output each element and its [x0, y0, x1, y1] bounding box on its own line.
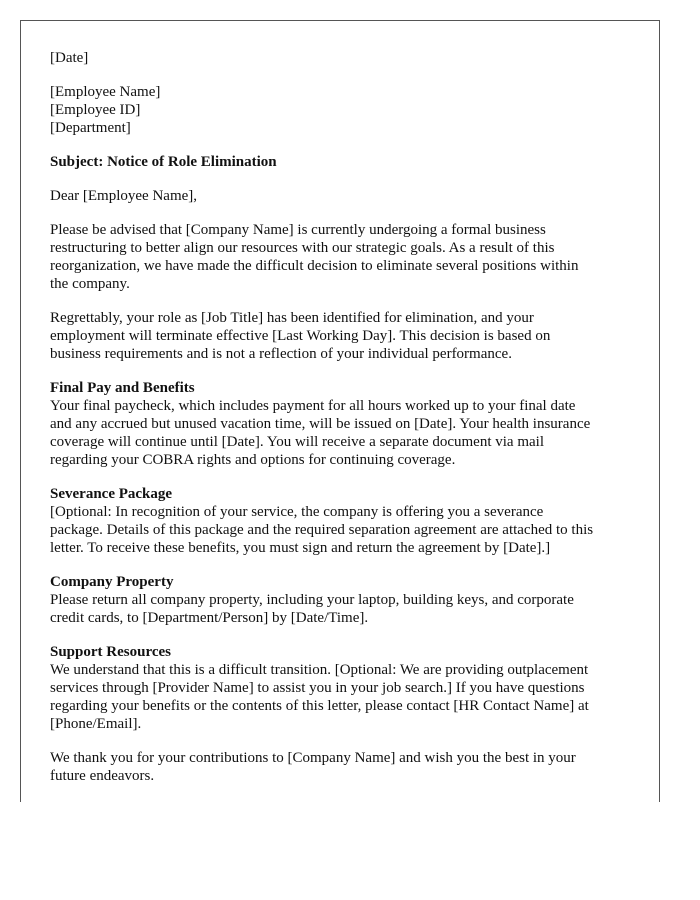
intro-paragraph — [50, 221, 635, 293]
paragraph-line: reorganization, we have made the difficult decision to eliminate several positions within — [50, 258, 579, 274]
recipient-department: [Department] — [50, 120, 131, 136]
paragraph-line: credit cards, to [Department/Person] by [Date/Time]. — [50, 610, 369, 626]
paragraph-line: Regrettably, your role as [Job Title] has been identified for elimination, and your — [50, 310, 534, 326]
salutation: Dear [Employee Name], — [50, 188, 198, 204]
severance-section — [50, 485, 635, 557]
paragraph-line: letter. To receive these benefits, you must sign and return the agreement by [Date].] — [50, 540, 551, 556]
paragraph-line: We thank you for your contributions to [Company Name] and wish you the best in your — [50, 750, 576, 766]
section-heading: Support Resources — [50, 644, 171, 660]
date-line — [50, 49, 635, 67]
paragraph-line: [Phone/Email]. — [50, 716, 142, 732]
section-heading: Severance Package — [50, 486, 173, 502]
company-property-section — [50, 573, 635, 627]
paragraph-line: future endeavors. — [50, 768, 155, 784]
paragraph-line: the company. — [50, 276, 130, 292]
paragraph-line: coverage will continue until [Date]. You will receive a separate document via mail — [50, 434, 544, 450]
section-heading: Final Pay and Benefits — [50, 380, 195, 396]
paragraph-line: and any accrued but unused vacation time, will be issued on [Date]. Your health insurance — [50, 416, 591, 432]
paragraph-line: employment will terminate effective [Last Working Day]. This decision is based on — [50, 328, 551, 344]
paragraph-line: Please be advised that [Company Name] is currently undergoing a formal business — [50, 222, 546, 238]
paragraph-line: [Optional: In recognition of your service, the company is offering you a severance — [50, 504, 544, 520]
recipient-block — [50, 83, 635, 137]
paragraph-line: services through [Provider Name] to assist you in your job search.] If you have questions — [50, 680, 585, 696]
paragraph-line: business requirements and is not a reflection of your individual performance. — [50, 346, 512, 362]
recipient-name: [Employee Name] — [50, 84, 161, 100]
letter-subject: Subject: Notice of Role Elimination — [50, 154, 277, 170]
closing-paragraph — [50, 749, 635, 785]
paragraph-line: regarding your benefits or the contents of this letter, please contact [HR Contact Name] at — [50, 698, 589, 714]
support-resources-section — [50, 643, 635, 733]
letter-page — [20, 20, 660, 802]
paragraph-line: restructuring to better align our resources with our strategic goals. As a result of this — [50, 240, 555, 256]
final-pay-section — [50, 379, 635, 469]
role-paragraph — [50, 309, 635, 363]
section-heading: Company Property — [50, 574, 174, 590]
paragraph-line: package. Details of this package and the required separation agreement are attached to this — [50, 522, 594, 538]
recipient-id: [Employee ID] — [50, 102, 141, 118]
letter-content — [50, 49, 635, 801]
paragraph-line: Please return all company property, including your laptop, building keys, and corporate — [50, 592, 574, 608]
paragraph-line: regarding your COBRA rights and options for continuing coverage. — [50, 452, 456, 468]
paragraph-line: Your final paycheck, which includes payment for all hours worked up to your final date — [50, 398, 576, 414]
letter-date: [Date] — [50, 50, 89, 66]
paragraph-line: We understand that this is a difficult transition. [Optional: We are providing outplacement — [50, 662, 589, 678]
